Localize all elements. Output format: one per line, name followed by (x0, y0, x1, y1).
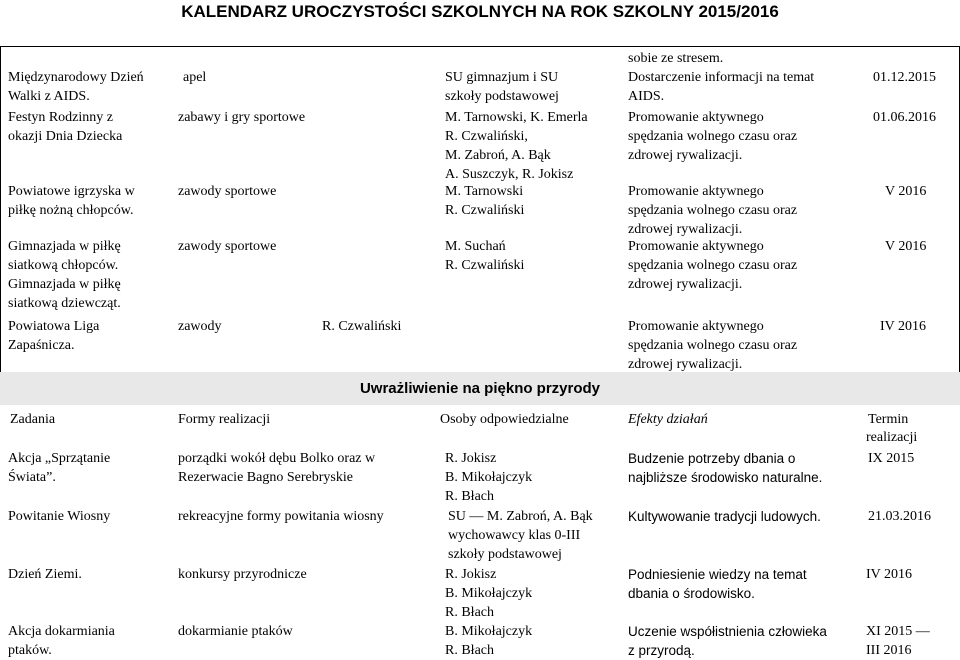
form-cell: zawody sportowe (178, 184, 277, 199)
task-cell: piłkę nożną chłopców. (8, 203, 134, 218)
task-cell: Międzynarodowy Dzień (8, 70, 144, 85)
date-cell: IV 2016 (866, 567, 913, 582)
date-cell: IV 2016 (880, 319, 927, 334)
table-left-border (0, 46, 1, 372)
task-cell: siatkową chłopców. (8, 258, 119, 273)
form-cell: porządki wokół dębu Bolko oraz w (178, 451, 376, 466)
people-cell: M. Suchań (445, 239, 506, 254)
date-cell: IX 2015 (868, 451, 915, 466)
effect-cell: z przyrodą. (628, 643, 695, 658)
task-cell: Gimnazjada w piłkę (8, 239, 121, 254)
effect-cell: zdrowej rywalizacji. (628, 148, 743, 163)
effect-cell: Podniesienie wiedzy na temat (628, 567, 807, 582)
task-cell: okazji Dnia Dziecka (8, 129, 123, 144)
form-cell: rekreacyjne formy powitania wiosny (178, 509, 384, 524)
form-cell: apel (183, 70, 207, 85)
effect-cell: najbliższe środowisko naturalne. (628, 470, 823, 485)
header-forms: Formy realizacji (178, 412, 271, 427)
effect-cell: zdrowej rywalizacji. (628, 277, 743, 292)
date-cell: 21.03.2016 (868, 509, 931, 524)
people-cell: R. Jokisz (445, 567, 497, 582)
people-cell: B. Mikołajczyk (445, 470, 533, 485)
effect-cell: Budzenie potrzeby dbania o (628, 451, 796, 466)
effect-cell: Dostarczenie informacji na temat (628, 70, 815, 85)
date-cell: III 2016 (866, 643, 912, 658)
header-term-line-2: realizacji (866, 430, 918, 445)
effect-cell: Promowanie aktywnego (628, 110, 764, 125)
people-cell: M. Zabroń, A. Bąk (445, 148, 551, 163)
section-title: Uwrażliwienie na piękno przyrody (359, 380, 601, 397)
task-cell: ptaków. (8, 643, 52, 658)
task-cell: Zapaśnicza. (8, 338, 75, 353)
form-cell: konkursy przyrodnicze (178, 567, 307, 582)
effect-cell: dbania o środowisko. (628, 586, 755, 601)
date-cell: V 2016 (885, 239, 927, 254)
people-cell: A. Suszczyk, R. Jokisz (445, 167, 574, 182)
date-cell: XI 2015 — (866, 624, 930, 639)
effect-cell: spędzania wolnego czasu oraz (628, 258, 798, 273)
effect-carry-text: sobie ze stresem. (628, 51, 724, 66)
task-cell: Świata”. (8, 470, 56, 485)
effect-cell: AIDS. (628, 89, 665, 104)
task-cell: Akcja dokarmiania (8, 624, 115, 639)
header-people: Osoby odpowiedzialne (440, 412, 569, 427)
effect-cell: zdrowej rywalizacji. (628, 357, 743, 372)
task-cell: Powitanie Wiosny (8, 509, 111, 524)
people-cell: B. Mikołajczyk (445, 624, 533, 639)
date-cell: V 2016 (885, 184, 927, 199)
people-cell: SU — M. Zabroń, A. Bąk (448, 509, 593, 524)
form-cell: Rezerwacie Bagno Serebryskie (178, 470, 353, 485)
effect-cell: spędzania wolnego czasu oraz (628, 203, 798, 218)
effect-cell: Uczenie współistnienia człowieka (628, 624, 827, 639)
people-cell: R. Błach (445, 605, 494, 620)
effect-cell: Kultywowanie tradycji ludowych. (628, 509, 821, 524)
header-term-line-1: Termin (868, 412, 909, 427)
people-cell: SU gimnazjum i SU (445, 70, 559, 85)
page-title: KALENDARZ UROCZYSTOŚCI SZKOLNYCH NA ROK SZKOLNY 2015/2016 (181, 2, 779, 21)
task-cell: Walki z AIDS. (8, 89, 90, 104)
form-cell: zawody (178, 319, 222, 334)
people-cell: R. Jokisz (445, 451, 497, 466)
form-cell: zabawy i gry sportowe (178, 110, 306, 125)
people-cell: R. Czwaliński (445, 203, 525, 218)
task-cell: Gimnazjada w piłkę (8, 277, 121, 292)
form-cell: dokarmianie ptaków (178, 624, 293, 639)
people-cell: R. Czwaliński (322, 319, 402, 334)
task-cell: Powiatowa Liga (8, 319, 100, 334)
effect-cell: Promowanie aktywnego (628, 239, 764, 254)
date-cell: 01.12.2015 (873, 70, 936, 85)
people-cell: M. Tarnowski, K. Emerla (445, 110, 588, 125)
people-cell: B. Mikołajczyk (445, 586, 533, 601)
people-cell: R. Czwaliński (445, 258, 525, 273)
header-effects: Efekty działań (628, 412, 708, 427)
people-cell: M. Tarnowski (445, 184, 524, 199)
effect-cell: Promowanie aktywnego (628, 184, 764, 199)
header-tasks: Zadania (10, 412, 56, 427)
task-cell: Akcja „Sprzątanie (8, 451, 111, 466)
task-cell: siatkową dziewcząt. (8, 296, 121, 311)
people-cell: szkoły podstawowej (448, 547, 562, 562)
people-cell: wychowawcy klas 0-III (448, 528, 581, 543)
people-cell: R. Czwaliński, (445, 129, 528, 144)
people-cell: R. Błach (445, 643, 494, 658)
task-cell: Dzień Ziemi. (8, 567, 82, 582)
date-cell: 01.06.2016 (873, 110, 936, 125)
effect-cell: spędzania wolnego czasu oraz (628, 129, 798, 144)
effect-cell: zdrowej rywalizacji. (628, 222, 743, 237)
people-cell: R. Błach (445, 489, 494, 504)
effect-cell: Promowanie aktywnego (628, 319, 764, 334)
effect-cell: spędzania wolnego czasu oraz (628, 338, 798, 353)
task-cell: Powiatowe igrzyska w (8, 184, 135, 199)
form-cell: zawody sportowe (178, 239, 277, 254)
table-top-border (0, 46, 960, 47)
people-cell: szkoły podstawowej (445, 89, 559, 104)
task-cell: Festyn Rodzinny z (8, 110, 113, 125)
